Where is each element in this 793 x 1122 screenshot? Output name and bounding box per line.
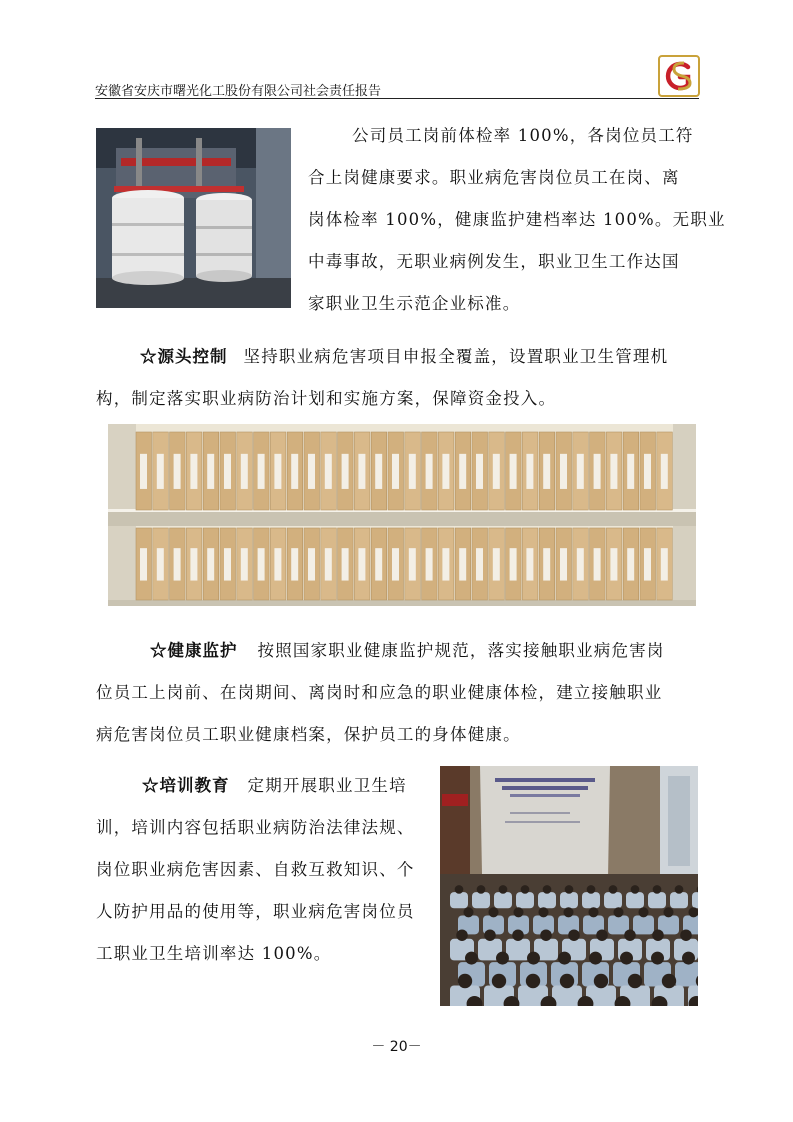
- company-logo: [658, 55, 700, 97]
- health-monitoring-line-3: 病危害岗位员工职业健康档案，保护员工的身体健康。: [96, 725, 521, 744]
- attendee-head: [620, 952, 633, 965]
- binder-label: [661, 454, 668, 489]
- attendee-body: [552, 986, 582, 1007]
- binder-label: [577, 548, 584, 580]
- drum-filling-machine-photo: [96, 128, 291, 308]
- intro-line-4: 中毒事故，无职业病例发生，职业卫生工作达国: [308, 252, 680, 271]
- page-number: － 20－: [371, 1039, 422, 1055]
- attendee-head: [492, 974, 506, 988]
- binder-label: [459, 548, 466, 580]
- training-text-1: 定期开展职业卫生培: [247, 776, 407, 795]
- binder-label: [241, 548, 248, 580]
- binder-label: [442, 548, 449, 580]
- attendee-body: [516, 892, 534, 908]
- attendee-head: [558, 952, 571, 965]
- attendee-body: [670, 892, 688, 908]
- binder-label: [610, 454, 617, 489]
- attendee-body: [648, 892, 666, 908]
- binder-label: [627, 548, 634, 580]
- binder-label: [627, 454, 634, 489]
- attendee-body: [626, 892, 644, 908]
- attendee-head: [628, 974, 642, 988]
- attendee-head: [458, 974, 472, 988]
- binder-label: [157, 454, 164, 489]
- binder-label: [190, 454, 197, 489]
- binder-label: [526, 548, 533, 580]
- source-control-text-1: 坚持职业病危害项目申报全覆盖，设置职业卫生管理机: [243, 347, 669, 366]
- attendee-head: [663, 907, 673, 917]
- binder-label: [426, 454, 433, 489]
- binder-label: [526, 454, 533, 489]
- attendee-body: [472, 892, 490, 908]
- attendee-head: [675, 885, 684, 894]
- attendee-body: [633, 915, 654, 934]
- binder-label: [392, 454, 399, 489]
- attendee-head: [513, 907, 523, 917]
- attendee-head: [682, 952, 695, 965]
- source-control-keyword: ☆源头控制: [140, 347, 228, 366]
- binder-label: [207, 548, 214, 580]
- binder-label: [442, 454, 449, 489]
- training-session-photo: [440, 766, 698, 1006]
- training-line-2: 训，培训内容包括职业病防治法律法规、: [96, 818, 415, 837]
- binder-label: [325, 548, 332, 580]
- source-control-line-2: 构，制定落实职业病防治计划和实施方案，保障资金投入。: [96, 389, 557, 408]
- attendee-body: [560, 892, 578, 908]
- binder-label: [308, 548, 315, 580]
- binder-label: [274, 548, 281, 580]
- binder-label: [174, 454, 181, 489]
- binder-label: [224, 454, 231, 489]
- attendee-head: [484, 929, 496, 941]
- attendee-head: [596, 929, 608, 941]
- binder-label: [224, 548, 231, 580]
- attendee-head: [496, 952, 509, 965]
- binder-label: [274, 454, 281, 489]
- binder-label: [291, 548, 298, 580]
- attendee-head: [488, 907, 498, 917]
- attendee-body: [675, 962, 698, 986]
- binder-label: [174, 548, 181, 580]
- training-line-1: [142, 772, 407, 796]
- attendee-head: [477, 885, 486, 894]
- attendee-head: [638, 907, 648, 917]
- health-monitoring-line-1: [150, 637, 665, 661]
- intro-line-2: 合上岗健康要求。职业病危害岗位员工在岗、离: [308, 168, 680, 187]
- attendee-head: [594, 974, 608, 988]
- attendee-head: [455, 885, 464, 894]
- attendee-head: [538, 907, 548, 917]
- binder-label: [510, 454, 517, 489]
- attendee-head: [540, 929, 552, 941]
- binder-label: [560, 454, 567, 489]
- binder-label: [594, 548, 601, 580]
- binder-label: [342, 548, 349, 580]
- attendee-head: [652, 929, 664, 941]
- binder-label: [560, 548, 567, 580]
- attendee-body: [604, 892, 622, 908]
- binder-label: [375, 548, 382, 580]
- binder-label: [476, 454, 483, 489]
- binder-label: [190, 548, 197, 580]
- binder-label: [291, 454, 298, 489]
- binder-label: [493, 548, 500, 580]
- binder-label: [476, 548, 483, 580]
- attendee-head: [680, 929, 692, 941]
- attendee-head: [613, 907, 623, 917]
- archive-shelf-photo: [108, 424, 696, 606]
- binder-label: [358, 548, 365, 580]
- attendee-head: [609, 885, 618, 894]
- attendee-head: [527, 952, 540, 965]
- attendee-body: [538, 892, 556, 908]
- source-control-line-1: [140, 343, 668, 367]
- attendee-head: [521, 885, 530, 894]
- attendee-head: [624, 929, 636, 941]
- intro-line-1: 公司员工岗前体检率 100%，各岗位员工符: [352, 126, 694, 145]
- attendee-body: [450, 892, 468, 908]
- training-line-5: 工职业卫生培训率达 100%。: [96, 944, 332, 963]
- attendee-head: [563, 907, 573, 917]
- attendee-head: [463, 907, 473, 917]
- binder-label: [459, 454, 466, 489]
- health-monitoring-keyword: ☆健康监护: [150, 641, 238, 660]
- attendee-head: [589, 952, 602, 965]
- health-monitoring-text-1: 按照国家职业健康监护规范，落实接触职业病危害岗: [257, 641, 665, 660]
- binder-label: [543, 548, 550, 580]
- binder-label: [258, 454, 265, 489]
- binder-label: [140, 454, 147, 489]
- binder-label: [140, 548, 147, 580]
- binder-label: [308, 454, 315, 489]
- binder-label: [543, 454, 550, 489]
- training-line-3: 岗位职业病危害因素、自救互救知识、个: [96, 860, 415, 879]
- binder-label: [342, 454, 349, 489]
- report-header-title: 安徽省安庆市曙光化工股份有限公司社会责任报告: [95, 84, 382, 99]
- binder-label: [610, 548, 617, 580]
- attendee-body: [582, 892, 600, 908]
- binder-label: [594, 454, 601, 489]
- binder-label: [644, 548, 651, 580]
- binder-label: [644, 454, 651, 489]
- intro-line-3: 岗体检率 100%，健康监护建档率达 100%。无职业: [308, 210, 726, 229]
- attendee-head: [651, 952, 664, 965]
- attendee-body: [692, 892, 698, 908]
- binder-label: [241, 454, 248, 489]
- binder-label: [258, 548, 265, 580]
- training-keyword: ☆培训教育: [142, 776, 230, 795]
- attendee-head: [588, 907, 598, 917]
- attendee-head: [560, 974, 574, 988]
- binder-label: [577, 454, 584, 489]
- attendee-head: [587, 885, 596, 894]
- attendee-head: [662, 974, 676, 988]
- binder-label: [325, 454, 332, 489]
- binder-label: [157, 548, 164, 580]
- binder-label: [358, 454, 365, 489]
- attendee-head: [456, 929, 468, 941]
- attendee-head: [512, 929, 524, 941]
- attendee-head: [465, 952, 478, 965]
- binder-label: [409, 548, 416, 580]
- binder-label: [661, 548, 668, 580]
- binder-label: [392, 548, 399, 580]
- binder-label: [510, 548, 517, 580]
- attendee-head: [543, 885, 552, 894]
- attendee-body: [506, 939, 530, 961]
- attendee-head: [565, 885, 574, 894]
- attendee-body: [494, 892, 512, 908]
- binder-label: [375, 454, 382, 489]
- header-divider: [95, 98, 699, 99]
- binder-label: [207, 454, 214, 489]
- binder-label: [409, 454, 416, 489]
- attendee-head: [499, 885, 508, 894]
- attendee-head: [526, 974, 540, 988]
- health-monitoring-line-2: 位员工上岗前、在岗期间、离岗时和应急的职业健康体检，建立接触职业: [96, 683, 663, 702]
- binder-label: [493, 454, 500, 489]
- attendee-head: [568, 929, 580, 941]
- binder-label: [426, 548, 433, 580]
- attendee-head: [631, 885, 640, 894]
- intro-line-5: 家职业卫生示范企业标准。: [308, 294, 521, 313]
- training-line-4: 人防护用品的使用等，职业病危害岗位员: [96, 902, 415, 921]
- attendee-head: [653, 885, 662, 894]
